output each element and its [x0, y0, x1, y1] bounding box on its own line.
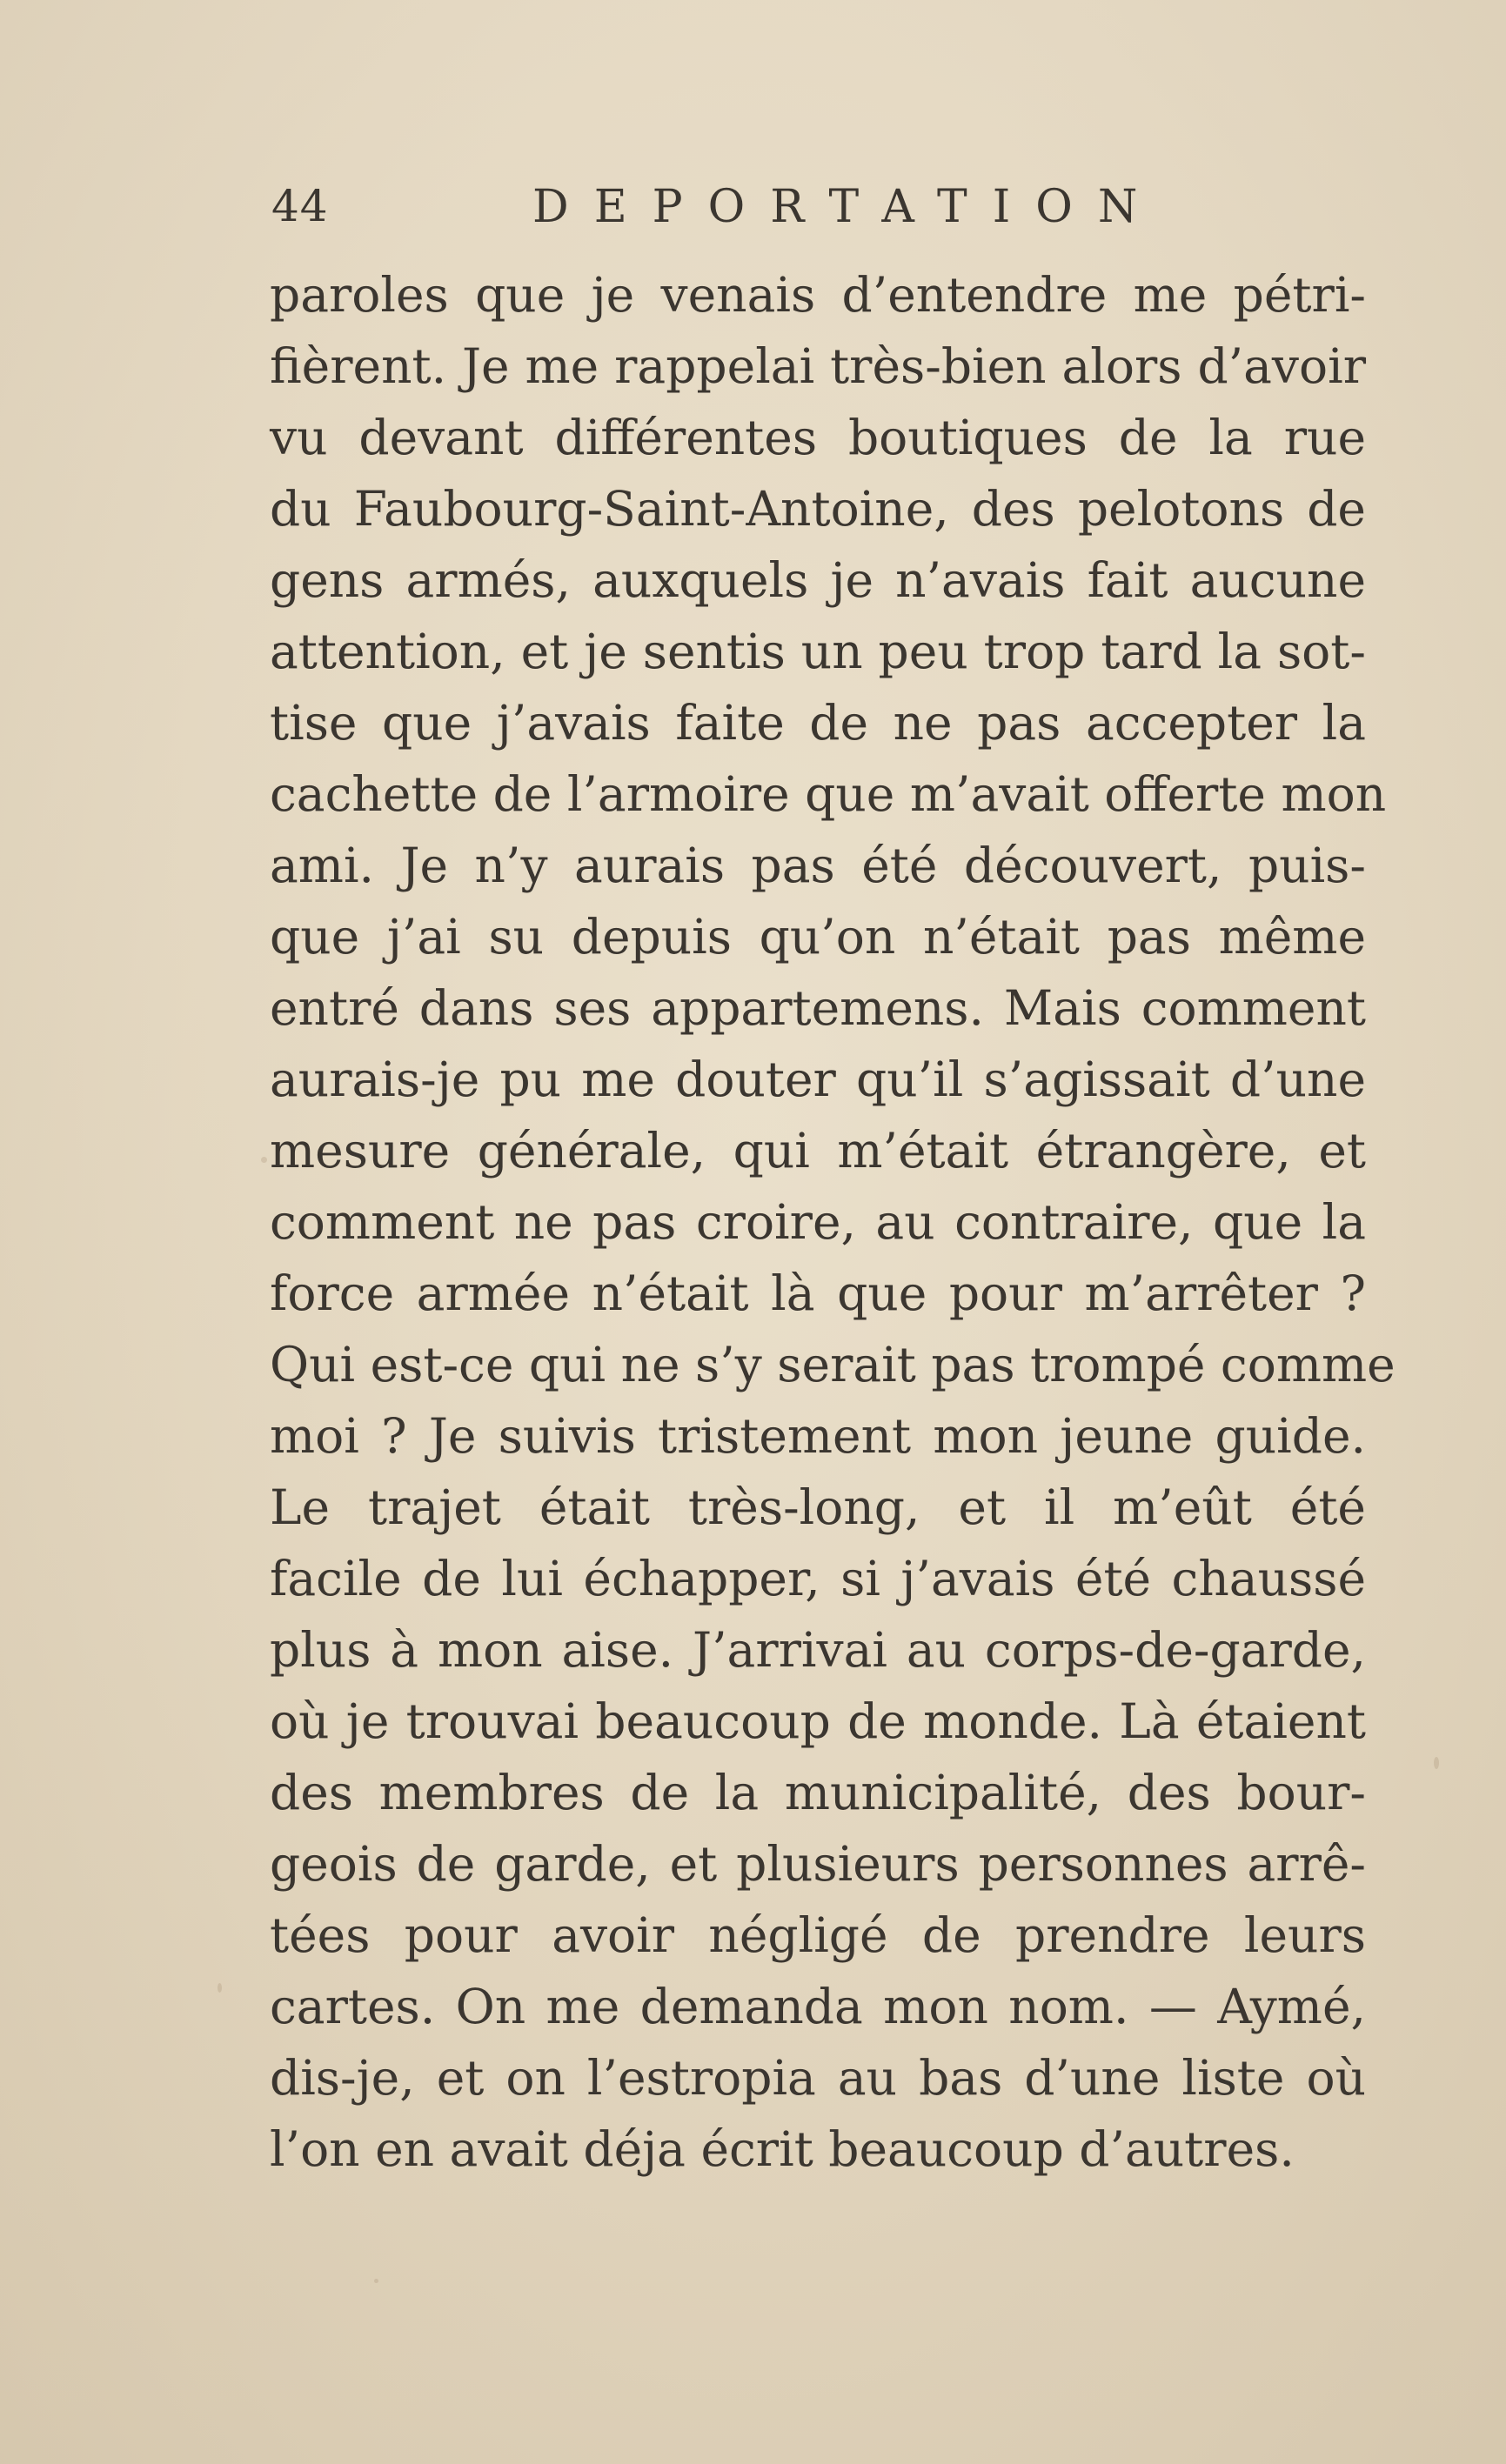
text-line: gens armés, auxquels je n’avais fait aucune: [270, 552, 1366, 608]
paper-speck: [218, 1983, 222, 1993]
text-line: du Faubourg-Saint-Antoine, des pelotons de: [270, 481, 1366, 537]
text-line: cachette de l’armoire que m’avait offerte mon: [270, 766, 1387, 822]
text-line: geois de garde, et plusieurs personnes arrê-: [270, 1836, 1366, 1892]
text-line: cartes. On me demanda mon nom. — Aymé,: [270, 1979, 1366, 2034]
paper-speck: [1434, 1757, 1439, 1769]
text-line: mesure générale, qui m’était étrangère, et: [270, 1123, 1366, 1179]
text-line: force armée n’était là que pour m’arrêter ?: [270, 1265, 1366, 1321]
text-line: où je trouvai beaucoup de monde. Là étaient: [270, 1693, 1366, 1749]
text-line: que j’ai su depuis qu’on n’était pas même: [270, 909, 1366, 965]
text-line: ami. Je n’y aurais pas été découvert, puis-: [270, 838, 1366, 893]
text-line: moi ? Je suivis tristement mon jeune guide.: [270, 1408, 1366, 1464]
paper-speck: [261, 1157, 267, 1163]
paper-speck: [374, 2279, 378, 2283]
text-line: dis-je, et on l’estropia au bas d’une liste où: [270, 2050, 1366, 2106]
text-line: attention, et je sentis un peu trop tard la sot-: [270, 624, 1366, 679]
running-title: DEPORTATION: [532, 181, 1163, 233]
text-line: vu devant différentes boutiques de la rue: [270, 410, 1366, 465]
text-line: des membres de la municipalité, des bour-: [270, 1765, 1366, 1820]
text-line: fièrent. Je me rappelai très-bien alors d’avoir: [270, 338, 1366, 394]
running-header: [271, 181, 1368, 247]
text-line: plus à mon aise. J’arrivai au corps-de-garde,: [270, 1622, 1366, 1678]
text-line: tise que j’avais faite de ne pas accepter la: [270, 695, 1366, 751]
text-line: Qui est-ce qui ne s’y serait pas trompé comme: [270, 1337, 1396, 1392]
text-line: comment ne pas croire, au contraire, que la: [270, 1194, 1366, 1250]
text-line: aurais-je pu me douter qu’il s’agissait d’une: [270, 1052, 1366, 1107]
text-line: entré dans ses appartemens. Mais comment: [270, 980, 1366, 1036]
text-line: Le trajet était très-long, et il m’eût été: [270, 1479, 1366, 1535]
text-line: facile de lui échapper, si j’avais été chaussé: [270, 1551, 1366, 1606]
body-text: [270, 259, 1396, 2185]
page-number: 44: [271, 181, 329, 231]
text-line: l’on en avait déja écrit beaucoup d’autres.: [270, 2121, 1295, 2177]
text-line: paroles que je venais d’entendre me pétri-: [270, 267, 1366, 323]
text-line: tées pour avoir négligé de prendre leurs: [270, 1907, 1366, 1963]
